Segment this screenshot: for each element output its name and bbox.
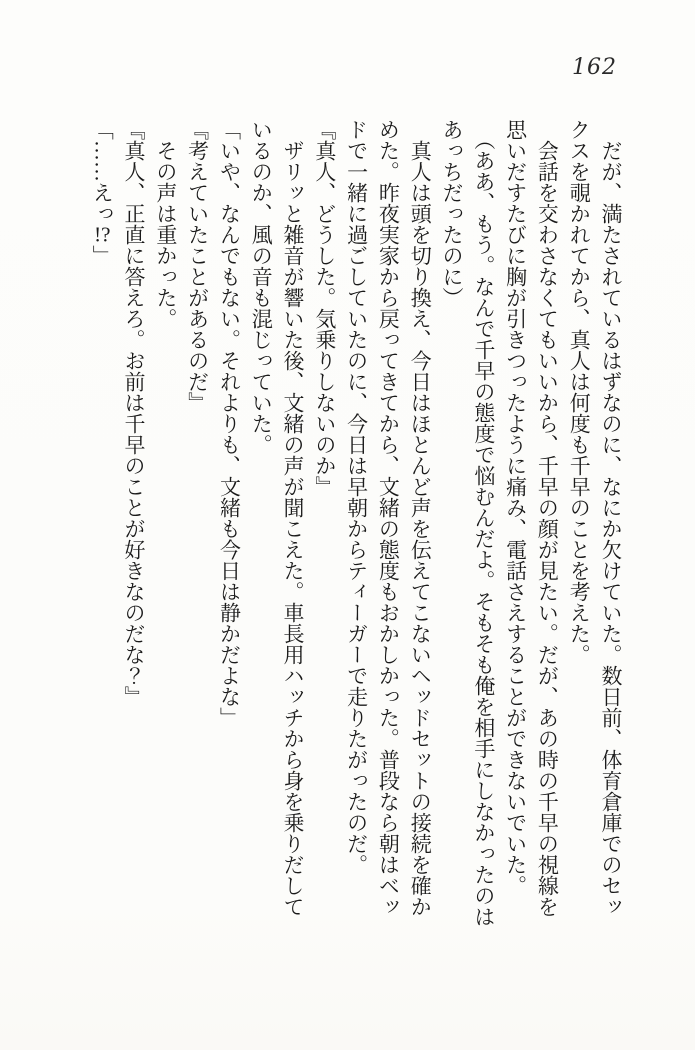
text-line: 「いや、なんでもない。それよりも、文緒も今日は静かだよな」 — [217, 119, 242, 728]
interrobang-tcy: !? — [94, 224, 111, 245]
text-line: 会話を交わさなくてもいいから、千早の顔が見たい。だが、あの時の千早の視線を — [535, 140, 560, 917]
text-line: ザリッと雑音が響いた後、文緒の声が聞こえた。車長用ハッチから身を乗りだして — [281, 140, 306, 917]
text-line: 『真人、どうした。気乗りしないのか』 — [312, 119, 337, 497]
text-line: 真人は頭を切り換え、今日はほとんど声を伝えてこないヘッドセットの接続を確か — [408, 140, 433, 917]
text-line: 思いだすたびに胸が引きつったように痛み、電話さえすることができないでいた。 — [503, 119, 528, 896]
text-line: だが、満たされているはずなのに、なにか欠けていた。数日前、体育倉庫でのセッ — [599, 140, 623, 917]
text-line — [85, 119, 117, 931]
text-line: 『真人、正直に答えろ。お前は千早のことが好きなのだな？』 — [122, 119, 147, 707]
text-line: ドで一緒に過ごしていたのに、今日は早朝からティーガーで走りたがったのだ。 — [344, 119, 369, 875]
text-line: クスを覗かれてから、真人は何度も千早のことを考えた。 — [567, 119, 592, 665]
text-line: その声は重かった。 — [153, 140, 178, 329]
text-line: めた。昨夜実家から戻ってきてから、文緒の態度もおかしかった。普段なら朝はベッ — [376, 119, 401, 917]
text-line: （ああ、もう。なんで千早の態度で悩むんだよ。そもそも俺を相手にしなかったのは — [471, 129, 496, 927]
text-line: あっちだったのに） — [440, 119, 465, 308]
text-line: いるのか、風の音も混じっていた。 — [249, 119, 274, 455]
page-number: 162 — [572, 55, 617, 80]
body-text — [85, 119, 626, 931]
text-segment: 」 — [90, 245, 115, 266]
text-line: 『考えていたことがあるのだ』 — [185, 119, 210, 413]
text-segment: 「……えっ — [90, 119, 115, 224]
